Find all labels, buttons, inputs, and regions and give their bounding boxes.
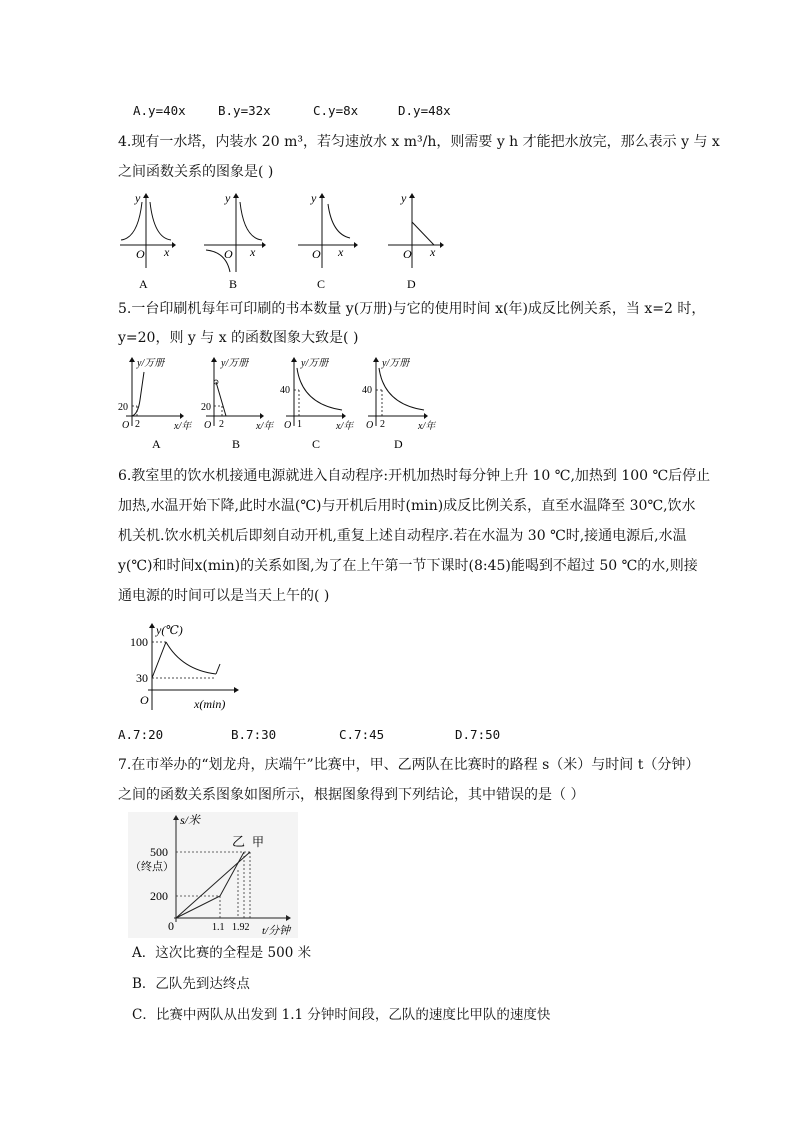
q6-y30: 30 xyxy=(136,671,148,685)
q5-label-d: D xyxy=(394,437,403,451)
q4-c-o: O xyxy=(312,247,321,261)
q6-text-line1: 6.教室里的饮水机接通电源就进入自动程序:开机加热时每分钟上升 10 ℃,加热到 100 ℃后停止 xyxy=(118,468,711,484)
q4-d-o: O xyxy=(403,247,412,261)
q5-a-xlabel: x/年 xyxy=(174,421,192,432)
q4-text-line1: 4.现有一水塔，内装水 20 m³，若匀速放水 x m³/h，则需要 y h 才能把水放完，那么表示 y 与 x xyxy=(118,134,720,150)
q7-label-jia: 甲 xyxy=(252,835,265,849)
q5-b-ylabel: y/万册 xyxy=(221,358,249,369)
q5-c-xlabel: x/年 xyxy=(336,421,354,432)
q5-graph-d xyxy=(362,357,436,451)
q6-x-axis: x(min) xyxy=(194,697,226,711)
q6-origin: O xyxy=(140,693,149,707)
q5-b-o: O xyxy=(204,420,212,431)
q5-label-a: A xyxy=(152,437,161,451)
q5-d-o: O xyxy=(366,420,374,431)
q7-y200: 200 xyxy=(150,889,168,903)
q6-text-line3: 机关机.饮水机关机后即刻自动开机,重复上述自动程序.若在水温为 30 ℃时,接通电源后,水温 xyxy=(118,528,687,544)
q5-b-x2: 2 xyxy=(219,419,224,430)
q4-graph-c xyxy=(298,191,358,291)
q7-y-axis: s/米 xyxy=(180,813,201,827)
q5-a-x2: 2 xyxy=(135,419,140,430)
q4-c-x: x xyxy=(338,245,344,259)
q5-graph-c xyxy=(280,357,354,451)
q4-b-x: x xyxy=(250,245,256,259)
q6-text-line2: 加热,水温开始下降,此时水温(℃)与开机后用时(min)成反比例关系，直至水温降至 30℃,饮水 xyxy=(118,498,696,514)
q5-c-y40: 40 xyxy=(280,385,290,396)
q7-x2: 1.92 xyxy=(232,922,250,933)
q4-graph-a xyxy=(120,191,176,291)
q6-option-d: D.7:50 xyxy=(455,727,501,742)
q4-text-line2: 之间函数关系的图象是( ) xyxy=(118,164,274,180)
q5-text-line2: y=20，则 y 与 x 的函数图象大致是( ) xyxy=(118,330,359,346)
q5-d-ylabel: y/万册 xyxy=(382,358,410,369)
q7-option-a: A．这次比赛的全程是 500 米 xyxy=(132,945,312,961)
q6-text-line4: y(℃)和时间x(min)的关系如图,为了在上午第一节下课时(8:45)能喝到不超过 50 ℃的水,则接 xyxy=(118,558,698,574)
q3-option-a: A.y=40x xyxy=(133,103,186,118)
q4-d-y: y xyxy=(401,191,407,205)
q5-b-y20: 20 xyxy=(201,402,211,413)
q4-a-x: x xyxy=(164,245,170,259)
q5-b-xlabel: x/年 xyxy=(256,421,274,432)
q4-a-y: y xyxy=(135,191,141,205)
q7-text-line2: 之间的函数关系图象如图所示，根据图象得到下列结论，其中错误的是（ ） xyxy=(118,787,585,803)
q7-x-axis: t/分钟 xyxy=(262,925,291,937)
q7-finish: （终点） xyxy=(130,861,174,873)
q5-c-ylabel: y/万册 xyxy=(301,358,329,369)
q7-option-c: C．比赛中两队从出发到 1.1 分钟时间段，乙队的速度比甲队的速度快 xyxy=(132,1007,551,1023)
q7-text-line1: 7.在市举办的“划龙舟，庆端午”比赛中，甲、乙两队在比赛时的路程 s（米）与时间 t（分钟） xyxy=(118,757,700,773)
q6-text-line5: 通电源的时间可以是当天上午的( ) xyxy=(118,588,330,604)
q7-x1: 1.1 xyxy=(212,922,225,933)
q6-option-b: B.7:30 xyxy=(231,727,277,742)
q5-a-y20: 20 xyxy=(118,402,128,413)
q6-option-c: C.7:45 xyxy=(339,727,385,742)
q6-y100: 100 xyxy=(130,635,148,649)
q4-c-y: y xyxy=(311,191,317,205)
q7-origin: 0 xyxy=(168,919,174,933)
q7-graph xyxy=(128,812,308,942)
q6-option-a: A.7:20 xyxy=(118,727,164,742)
q4-d-x: x xyxy=(430,245,436,259)
q5-c-o: O xyxy=(284,420,292,431)
q4-label-a: A xyxy=(139,277,148,291)
q5-d-y40: 40 xyxy=(362,385,372,396)
q4-label-c: C xyxy=(317,277,326,291)
q7-option-b: B．乙队先到达终点 xyxy=(132,976,250,992)
q5-label-c: C xyxy=(312,437,321,451)
q4-graph-b xyxy=(204,191,266,291)
q5-d-x2: 2 xyxy=(380,419,385,430)
q5-d-xlabel: x/年 xyxy=(418,421,436,432)
q5-label-b: B xyxy=(232,437,241,451)
q5-a-ylabel: y/万册 xyxy=(137,358,165,369)
q3-option-c: C.y=8x xyxy=(313,103,359,118)
q3-option-b: B.y=32x xyxy=(218,103,271,118)
q5-graph-a xyxy=(118,357,192,451)
q5-a-o: O xyxy=(122,420,130,431)
q7-label-yi: 乙 xyxy=(232,834,246,849)
q4-graphs xyxy=(116,190,456,290)
q7-y500: 500 xyxy=(150,845,168,859)
q4-graph-d xyxy=(388,191,444,291)
q4-label-b: B xyxy=(229,277,238,291)
q6-y-axis: y(℃) xyxy=(156,623,183,637)
q4-b-o: O xyxy=(224,247,233,261)
q4-a-o: O xyxy=(136,247,145,261)
q5-graphs xyxy=(116,356,446,456)
q3-option-d: D.y=48x xyxy=(398,103,451,118)
q4-b-y: y xyxy=(225,191,231,205)
q5-c-x1: 1 xyxy=(297,419,302,430)
q5-text-line1: 5.一台印刷机每年可印刷的书本数量 y(万册)与它的使用时间 x(年)成反比例关系，当 x=2 时， xyxy=(118,301,706,317)
q6-graph xyxy=(126,622,256,717)
q5-graph-b xyxy=(201,357,274,451)
q4-label-d: D xyxy=(407,277,416,291)
